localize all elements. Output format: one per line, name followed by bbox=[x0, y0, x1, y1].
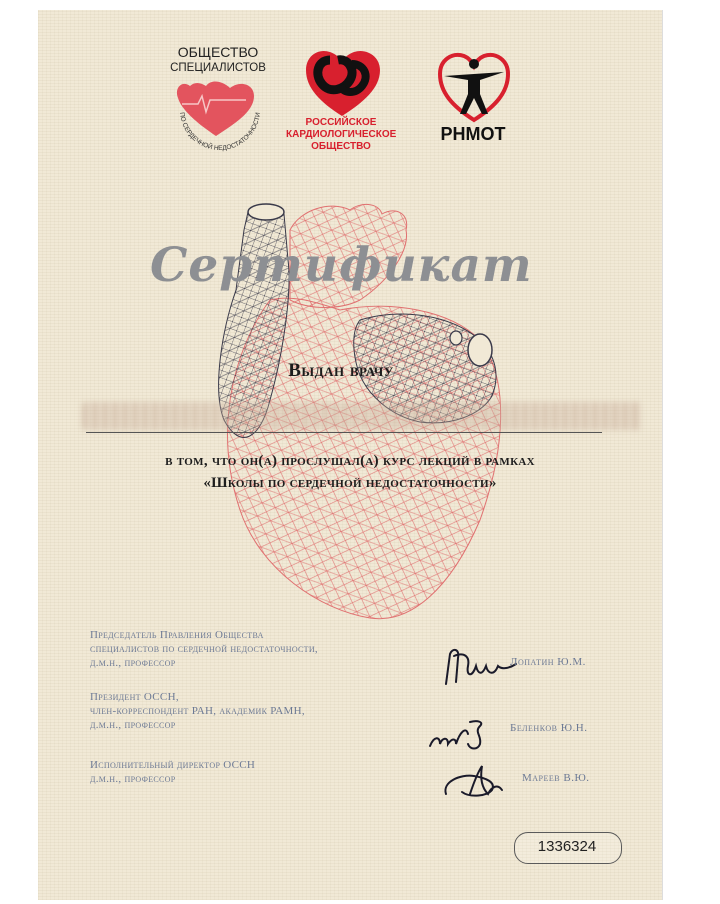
signatory-3-name: Мареев В.Ю. bbox=[522, 772, 590, 784]
recipient-underline bbox=[86, 432, 602, 433]
signatory-1-role-line1: Председатель Правления Общества bbox=[90, 629, 264, 641]
signatory-3-signature bbox=[440, 760, 512, 804]
ossn-line2: СПЕЦИАЛИСТОВ bbox=[170, 62, 266, 74]
issued-to-label: Выдан врачу bbox=[288, 360, 394, 381]
rko-logo-text bbox=[286, 117, 396, 153]
ossn-heart-logo bbox=[168, 76, 268, 156]
signatory-3-role-line2: д.м.н., профессор bbox=[90, 773, 176, 785]
signatory-2-role-line1: Президент ОССН, bbox=[90, 691, 179, 703]
signatory-2-name: Беленков Ю.Н. bbox=[510, 722, 588, 734]
signatory-2-role-line2: член-корреспондент РАН, академик РАМН, bbox=[90, 705, 305, 717]
signatory-3-role-line1: Исполнительный директор ОССН bbox=[90, 759, 256, 771]
rko-line3: ОБЩЕСТВО bbox=[311, 141, 371, 152]
course-description bbox=[60, 450, 640, 494]
signatory-3-role bbox=[90, 758, 410, 786]
certificate-title: Сертификат bbox=[150, 238, 533, 293]
signatory-1-signature bbox=[440, 644, 520, 690]
rko-line1: РОССИЙСКОЕ bbox=[305, 117, 377, 128]
signatory-1-role bbox=[90, 628, 410, 670]
ossn-logo-text bbox=[168, 44, 268, 76]
description-line1: в том, что он(а) прослушал(а) курс лекций в рамках bbox=[165, 453, 535, 469]
rko-heart-logo bbox=[300, 46, 386, 118]
recipient-name-redacted bbox=[82, 402, 642, 430]
rnmot-logo-text: РНМОТ bbox=[440, 124, 506, 144]
signatory-2-signature bbox=[426, 714, 500, 754]
signatory-1-name: Лопатин Ю.М. bbox=[510, 656, 586, 668]
signatory-1-role-line3: д.м.н., профессор bbox=[90, 657, 176, 669]
description-line2: «Школы по сердечной недостаточности» bbox=[203, 475, 497, 491]
ossn-line1: ОБЩЕСТВО bbox=[177, 44, 259, 60]
signatory-2-role-line3: д.м.н., профессор bbox=[90, 719, 176, 731]
serial-number: 1336324 bbox=[537, 838, 597, 855]
ossn-arc-text: ПО СЕРДЕЧНОЙ НЕДОСТАТОЧНОСТИ bbox=[178, 111, 262, 153]
rnmot-figure-logo bbox=[436, 50, 512, 124]
signatory-2-role bbox=[90, 690, 410, 732]
rko-line2: КАРДИОЛОГИЧЕСКОЕ bbox=[286, 129, 397, 140]
signatory-1-role-line2: специалистов по сердечной недостаточности, bbox=[90, 643, 318, 655]
